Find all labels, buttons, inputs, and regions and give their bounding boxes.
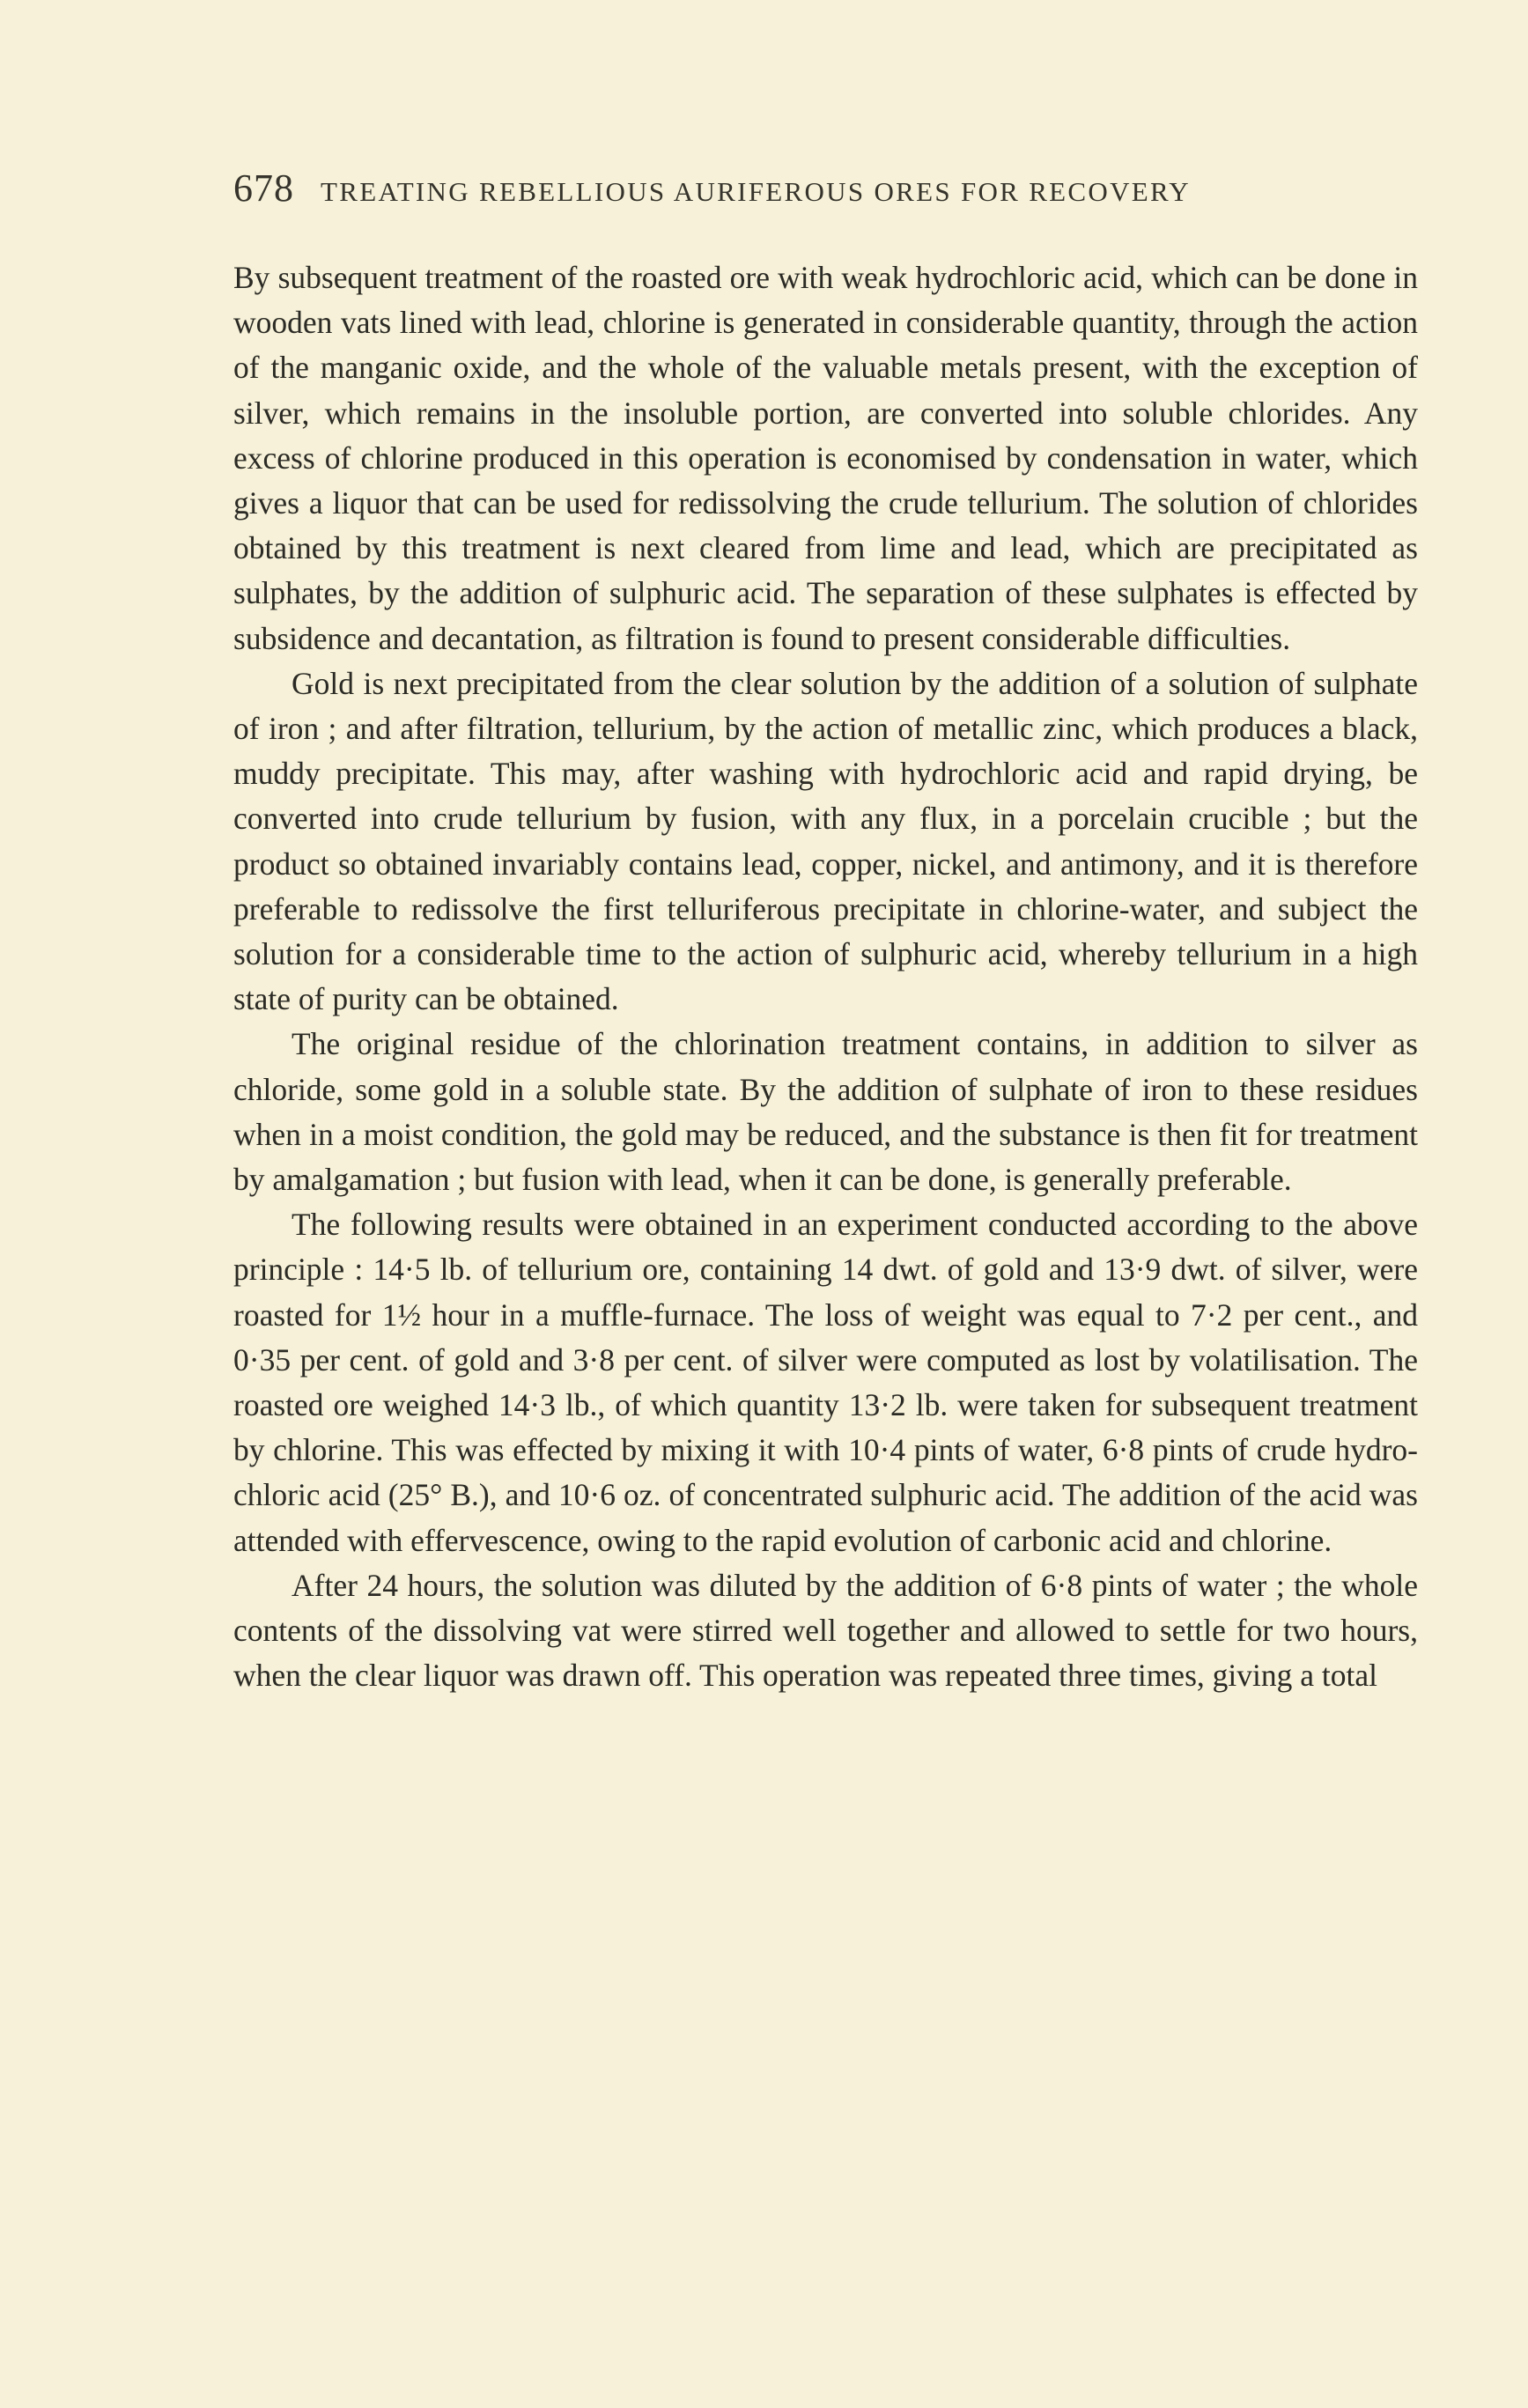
paragraph-experiment-results: The following results were obtained in an experiment conducted according to the above principle : 14·5 lb. of tellurium ore, containing 14 dwt. of gold and 13·9 dwt. of silver, were roasted for 1½ hour in a muffle-furnace. The loss of weight was equal to 7·2 per cent., and 0·35 per cent. of gold and 3·8 per cent. of silver were computed as lost by volatilisation. The roasted ore weighed 14·3 lb., of which quantity 13·2 lb. were taken for subsequent treatment by chlorine. This was effected by mixing it with 10·4 pints of water, 6·8 pints of crude hydrochloric acid (25° B.), and 10·6 oz. of concentrated sulphuric acid. The addition of the acid was attended with effervescence, owing to the rapid evolution of carbonic acid and chlorine. (233, 1207, 1418, 1558)
running-head (233, 166, 1418, 218)
paragraph-gold-precipitation: Gold is next precipitated from the clear solution by the addition of a solution of sulphate of iron ; and after filtration, tellurium, by the action of metallic zinc, which produces a black, muddy precipitate. This may, after washing with hydrochloric acid and rapid drying, be converted into crude tellurium by fusion, with any flux, in a porcelain crucible ; but the product so obtained invariably contains lead, copper, nickel, and antimony, and it is therefore preferable to redissolve the first telluriferous precipitate in chlorine-water, and subject the solution for a considerable time to the action of sulphuric acid, whereby tellurium in a high state of purity can be obtained. (233, 665, 1418, 1017)
running-title: TREATING REBELLIOUS AURIFEROUS ORES FOR RECOVERY (321, 176, 1191, 207)
page-number: 678 (233, 166, 294, 210)
book-page (233, 166, 1418, 1699)
paragraph-after-24-hours: After 24 hours, the solution was diluted by the addition of 6·8 pints of water ; the whole contents of the dissolving vat were stirred well together and allowed to settle for two hours, when the clear liquor was drawn off. This operation was repeated three times, giving a total (233, 1567, 1418, 1694)
body-text (233, 255, 1418, 1699)
paragraph-original-residue: The original residue of the chlorination treatment contains, in addition to silver as chloride, some gold in a soluble state. By the addition of sulphate of iron to these residues when in a moist condition, the gold may be reduced, and the substance is then fit for treatment by amalgamation ; but fusion with lead, when it can be done, is generally preferable. (233, 1026, 1418, 1198)
paragraph-roasted-ore-treatment: By subsequent treatment of the roasted ore with weak hydrochloric acid, which can be done in wooden vats lined with lead, chlorine is generated in considerable quantity, through the action of the manganic oxide, and the whole of the valuable metals present, with the exception of silver, which remains in the insoluble portion, are converted into soluble chlorides. Any excess of chlorine produced in this operation is economised by condensation in water, which gives a liquor that can be used for redissolving the crude tellurium. The solution of chlorides obtained by this treatment is next cleared from lime and lead, which are precipitated as sulphates, by the addition of sulphuric acid. The separation of these sulphates is effected by subsidence and decantation, as filtration is found to present considerable difficulties. (233, 260, 1418, 656)
